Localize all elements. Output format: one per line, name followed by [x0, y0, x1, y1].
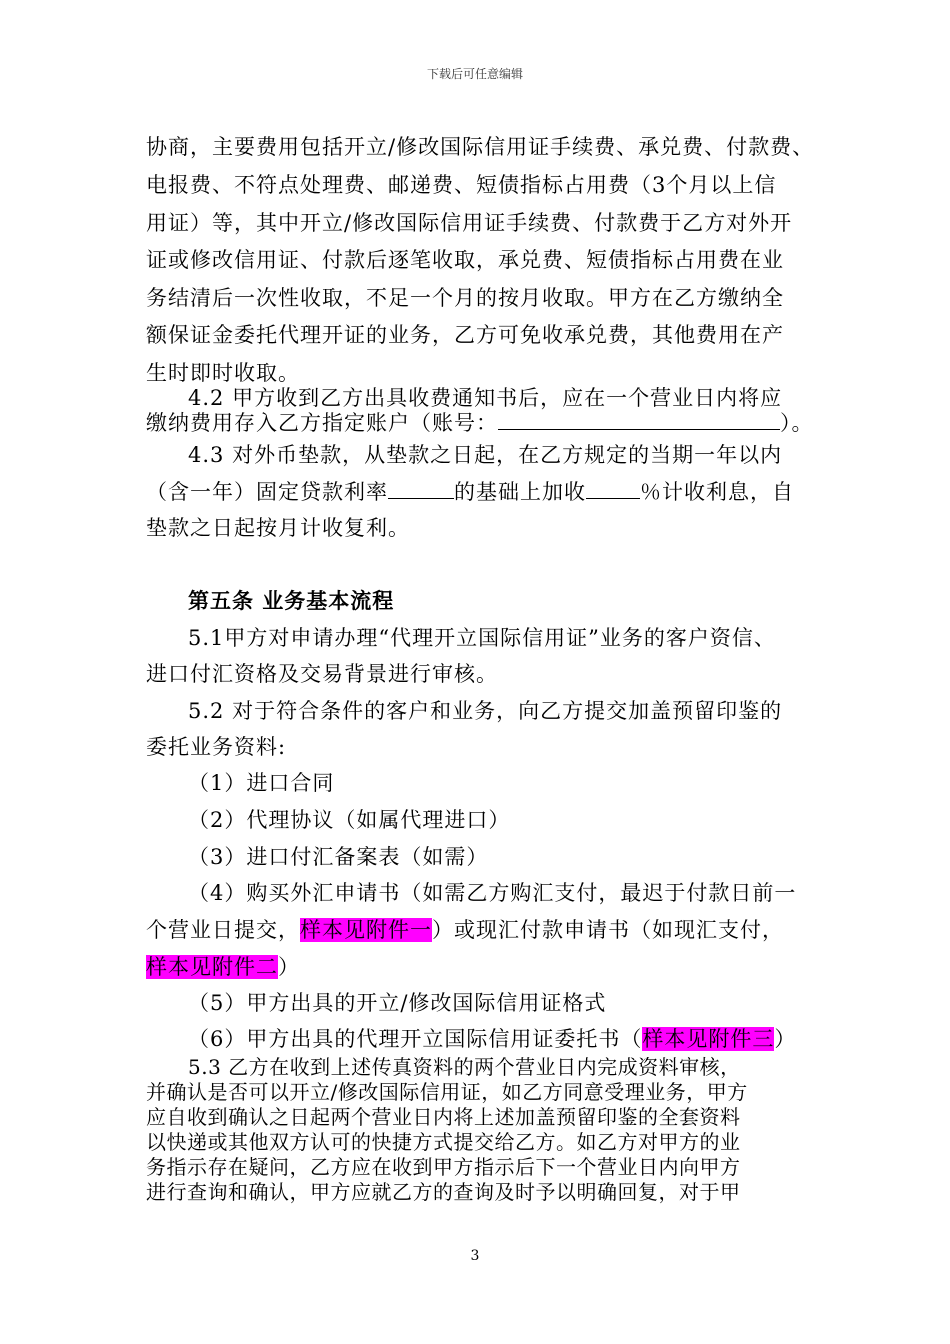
markup-blank [586, 480, 640, 499]
text-line: 5.1甲方对申请办理“代理开立国际信用证”业务的客户资信、 [188, 626, 776, 650]
text-span: ％计收利息，自 [640, 480, 794, 504]
text-line [146, 479, 794, 505]
text-line: 进行查询和确认，甲方应就乙方的查询及时予以明确回复，对于甲 [146, 1180, 741, 1204]
text-line: 进口付汇资格及交易背景进行审核。 [146, 662, 498, 686]
text-span: （含一年）固定贷款利率 [146, 480, 388, 504]
text-line [146, 410, 814, 436]
text-line: 4.3 对外币垫款，从垫款之日起，在乙方规定的当期一年以内 [188, 443, 783, 467]
text-line: 垫款之日起按月计收复利。 [146, 516, 410, 540]
page-header: 下载后可任意编辑 [426, 67, 523, 81]
text-line: 委托业务资料: [146, 735, 287, 759]
list-item: （4）购买外汇申请书（如需乙方购汇支付，最迟于付款日前一 [188, 881, 797, 905]
text-line: 5.2 对于符合条件的客户和业务，向乙方提交加盖预留印鉴的 [188, 699, 783, 723]
text-line: 务结清后一次性收取，不足一个月的按月收取。甲方在乙方缴纳全 [146, 286, 784, 310]
list-item: （5）甲方出具的开立/修改国际信用证格式 [188, 991, 607, 1015]
text-line: 务指示存在疑问，乙方应在收到甲方指示后下一个营业日内向甲方 [146, 1155, 741, 1179]
text-span: ） [278, 955, 300, 979]
list-item [146, 954, 300, 980]
text-span: 的基础上加收 [454, 480, 586, 504]
attachment-2-highlight: 样本见附件二 [146, 955, 278, 979]
text-span: ）。 [780, 411, 814, 435]
list-item: （2）代理协议（如属代理进口） [188, 808, 511, 832]
text-line: 电报费、不符点处理费、邮递费、短债指标占用费（3个月以上信 [146, 173, 777, 197]
text-span: 个营业日提交， [146, 918, 300, 942]
attachment-1-highlight: 样本见附件一 [300, 918, 432, 942]
rate-blank [388, 480, 454, 499]
text-line: 协商，主要费用包括开立/修改国际信用证手续费、承兑费、付款费、 [146, 135, 815, 159]
text-span: 缴纳费用存入乙方指定账户（账号： [146, 411, 498, 435]
text-line: 额保证金委托代理开证的业务，乙方可免收承兑费，其他费用在产 [146, 323, 784, 347]
page-number: 3 [470, 1248, 480, 1264]
text-span: （6）甲方出具的代理开立国际信用证委托书（ [188, 1027, 643, 1051]
text-span: ）或现汇付款申请书（如现汇支付， [432, 918, 784, 942]
text-span: ） [774, 1027, 797, 1051]
account-number-blank [498, 411, 780, 430]
text-line: 4.2 甲方收到乙方出具收费通知书后，应在一个营业日内将应 [188, 386, 783, 410]
section-title: 第五条 业务基本流程 [188, 588, 395, 613]
text-line: 用证）等，其中开立/修改国际信用证手续费、付款费于乙方对外开 [146, 211, 793, 235]
list-item: （1）进口合同 [188, 771, 335, 795]
text-line: 并确认是否可以开立/修改国际信用证，如乙方同意受理业务，甲方 [146, 1080, 748, 1104]
list-item [146, 917, 784, 943]
list-item [188, 1026, 796, 1052]
text-line: 证或修改信用证、付款后逐笔收取，承兑费、短债指标占用费在业 [146, 248, 784, 272]
text-line: 5.3 乙方在收到上述传真资料的两个营业日内完成资料审核， [188, 1055, 741, 1079]
text-line: 应自收到确认之日起两个营业日内将上述加盖预留印鉴的全套资料 [146, 1105, 741, 1129]
text-line: 生时即时收取。 [146, 361, 300, 385]
list-item: （3）进口付汇备案表（如需） [188, 845, 489, 869]
text-line: 以快递或其他双方认可的快捷方式提交给乙方。如乙方对甲方的业 [146, 1130, 741, 1154]
attachment-3-highlight: 样本见附件三 [642, 1027, 775, 1051]
